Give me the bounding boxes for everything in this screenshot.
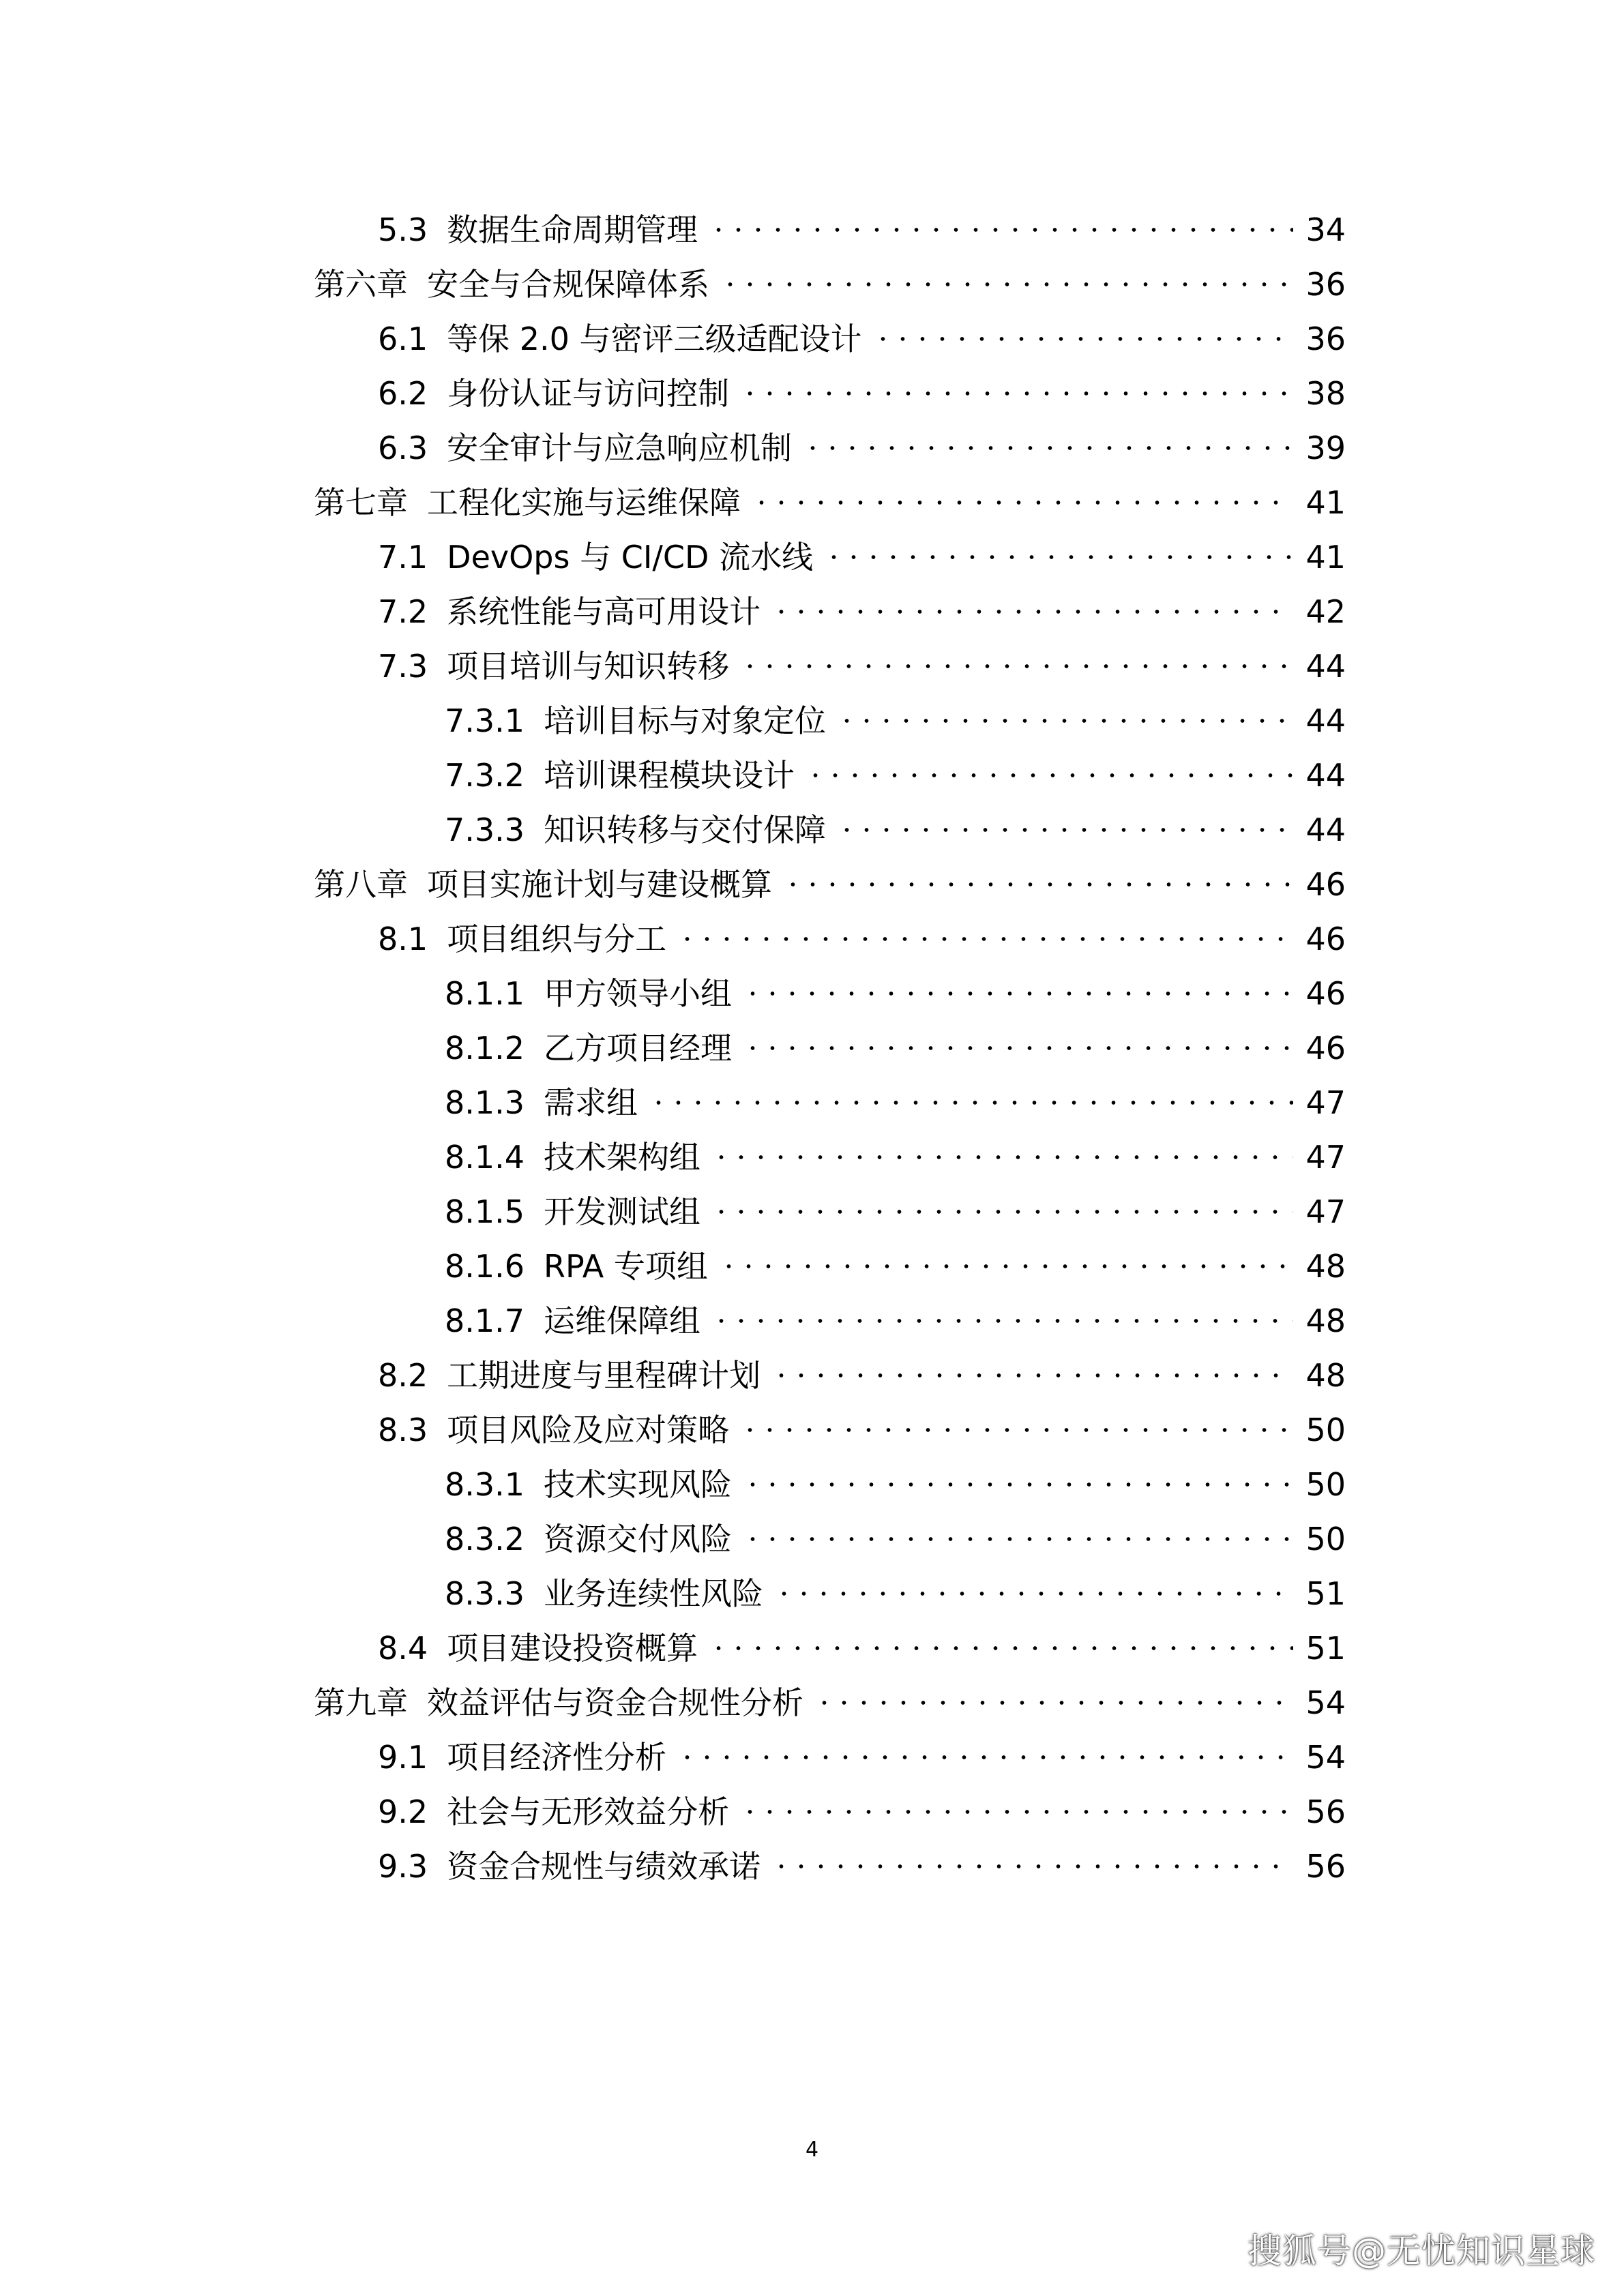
dot-leader bbox=[740, 1403, 1293, 1457]
dot-leader bbox=[806, 748, 1293, 803]
toc-entry-title: 开发测试组 bbox=[544, 1193, 701, 1230]
toc-entry-number: 8.3 bbox=[378, 1412, 428, 1448]
toc-entry-page: 50 bbox=[1305, 1466, 1346, 1503]
toc-entry-page: 44 bbox=[1305, 811, 1346, 848]
dot-leader bbox=[711, 1130, 1293, 1184]
toc-entry-number: 7.2 bbox=[378, 593, 428, 630]
dot-leader bbox=[649, 1075, 1293, 1130]
toc-entry-number: 8.1.7 bbox=[445, 1302, 525, 1339]
toc-entry-page: 34 bbox=[1305, 211, 1346, 248]
dot-leader bbox=[740, 1785, 1293, 1839]
toc-entry[interactable] bbox=[378, 1621, 1346, 1675]
toc-entry[interactable] bbox=[378, 1348, 1346, 1403]
toc-entry-title: 安全与合规保障体系 bbox=[427, 266, 709, 303]
dot-leader bbox=[740, 366, 1293, 421]
toc-entry-title: 数据生命周期管理 bbox=[447, 211, 698, 248]
toc-entry-number: 9.1 bbox=[378, 1739, 428, 1776]
toc-entry-page: 48 bbox=[1305, 1248, 1346, 1285]
dot-leader bbox=[743, 1457, 1293, 1512]
toc-entry-number: 8.1.4 bbox=[445, 1139, 525, 1176]
toc-entry-title: 资源交付风险 bbox=[544, 1521, 733, 1557]
toc-entry-number: 6.2 bbox=[378, 375, 428, 412]
toc-entry[interactable] bbox=[314, 1675, 1346, 1730]
toc-entry-page: 41 bbox=[1305, 484, 1346, 521]
toc-entry-page: 44 bbox=[1305, 648, 1346, 685]
toc-entry-number: 9.3 bbox=[378, 1848, 428, 1885]
dot-leader bbox=[709, 1621, 1293, 1675]
watermark: 搜狐号@无忧知识星球 bbox=[1247, 2231, 1595, 2271]
toc-entry-title: 培训目标与对象定位 bbox=[544, 702, 827, 739]
toc-entry-title: 技术实现风险 bbox=[544, 1466, 733, 1503]
toc-entry-page: 36 bbox=[1305, 266, 1346, 303]
toc-entry-title: 需求组 bbox=[544, 1084, 638, 1121]
dot-leader bbox=[771, 1839, 1293, 1894]
toc-entry[interactable] bbox=[378, 639, 1346, 694]
toc-entry-title: 项目风险及应对策略 bbox=[447, 1412, 730, 1448]
toc-entry[interactable] bbox=[445, 1566, 1346, 1621]
toc-entry-page: 46 bbox=[1305, 975, 1346, 1012]
toc-entry-title: 系统性能与高可用设计 bbox=[447, 593, 761, 630]
dot-leader bbox=[720, 257, 1293, 312]
toc-entry-number: 7.3.2 bbox=[445, 757, 525, 794]
dot-leader bbox=[740, 639, 1293, 694]
dot-leader bbox=[873, 312, 1294, 366]
toc-entry-number: 8.1.6 bbox=[445, 1248, 525, 1285]
toc-entry[interactable] bbox=[314, 257, 1346, 312]
toc-entry-page: 38 bbox=[1305, 375, 1346, 412]
toc-entry-title: 社会与无形效益分析 bbox=[447, 1793, 730, 1830]
toc-entry-title: 身份认证与访问控制 bbox=[447, 375, 730, 412]
toc-entry-title: 项目建设投资概算 bbox=[447, 1630, 698, 1667]
toc-entry[interactable] bbox=[445, 1075, 1346, 1130]
toc-entry-page: 54 bbox=[1305, 1739, 1346, 1776]
toc-entry-page: 44 bbox=[1305, 702, 1346, 739]
toc-entry[interactable] bbox=[378, 1403, 1346, 1457]
toc-entry-title: 效益评估与资金合规性分析 bbox=[427, 1684, 803, 1721]
toc-entry-page: 54 bbox=[1305, 1684, 1346, 1721]
toc-entry-number: 7.1 bbox=[378, 539, 428, 576]
dot-leader bbox=[709, 203, 1293, 257]
toc-entry-title: 资金合规性与绩效承诺 bbox=[447, 1848, 761, 1885]
dot-leader bbox=[837, 803, 1293, 857]
toc-entry-title: 安全审计与应急响应机制 bbox=[447, 430, 793, 466]
toc-entry-number: 6.1 bbox=[378, 320, 428, 357]
toc-entry-page: 51 bbox=[1305, 1630, 1346, 1667]
toc-entry[interactable] bbox=[378, 421, 1346, 475]
toc-entry-title: 项目经济性分析 bbox=[447, 1739, 667, 1776]
toc-entry[interactable] bbox=[378, 912, 1346, 966]
toc-entry-number: 8.1.1 bbox=[445, 975, 525, 1012]
toc-entry[interactable] bbox=[445, 748, 1346, 803]
toc-entry-number: 7.3 bbox=[378, 648, 428, 685]
dot-leader bbox=[743, 1512, 1293, 1566]
toc-entry-number: 5.3 bbox=[378, 211, 428, 248]
toc-entry-page: 36 bbox=[1305, 320, 1346, 357]
toc-entry-title: 乙方项目经理 bbox=[544, 1030, 733, 1067]
toc-entry-page: 46 bbox=[1305, 866, 1346, 903]
toc-entry[interactable] bbox=[445, 1457, 1346, 1512]
toc-entry[interactable] bbox=[445, 1184, 1346, 1239]
toc-entry-page: 50 bbox=[1305, 1521, 1346, 1557]
toc-entry-number: 8.1.5 bbox=[445, 1193, 525, 1230]
toc-entry-title: 等保 2.0 与密评三级适配设计 bbox=[447, 320, 862, 357]
dot-leader bbox=[711, 1184, 1293, 1239]
dot-leader bbox=[814, 1675, 1293, 1730]
toc-entry-title: 项目组织与分工 bbox=[447, 921, 667, 957]
toc-entry-number: 8.4 bbox=[378, 1630, 428, 1667]
toc-entry-title: 甲方领导小组 bbox=[544, 975, 733, 1012]
dot-leader bbox=[711, 1294, 1293, 1348]
dot-leader bbox=[803, 421, 1293, 475]
page-number: 4 bbox=[805, 2138, 819, 2162]
dot-leader bbox=[837, 694, 1293, 748]
dot-leader bbox=[677, 1730, 1293, 1785]
toc-entry-page: 44 bbox=[1305, 757, 1346, 794]
toc-entry-page: 56 bbox=[1305, 1848, 1346, 1885]
toc-entry-page: 41 bbox=[1305, 539, 1346, 576]
toc-entry-title: DevOps 与 CI/CD 流水线 bbox=[447, 539, 814, 576]
toc-entry-number: 8.3.1 bbox=[445, 1466, 525, 1503]
toc-entry-number: 8.2 bbox=[378, 1357, 428, 1394]
toc-entry-title: 运维保障组 bbox=[544, 1302, 701, 1339]
toc-entry-title: 工程化实施与运维保障 bbox=[427, 484, 741, 521]
dot-leader bbox=[774, 1566, 1293, 1621]
dot-leader bbox=[771, 584, 1293, 639]
toc-entry-page: 46 bbox=[1305, 921, 1346, 957]
toc-entry-number: 8.1 bbox=[378, 921, 428, 957]
toc-entry-number: 8.3.2 bbox=[445, 1521, 525, 1557]
dot-leader bbox=[752, 475, 1293, 530]
toc-entry[interactable] bbox=[378, 312, 1346, 366]
toc-entry-number: 7.3.3 bbox=[445, 811, 525, 848]
toc-entry[interactable] bbox=[378, 366, 1346, 421]
toc-entry-page: 51 bbox=[1305, 1575, 1346, 1612]
dot-leader bbox=[743, 1021, 1293, 1075]
toc-entry[interactable] bbox=[445, 1021, 1346, 1075]
toc-entry-number: 第七章 bbox=[314, 484, 408, 521]
toc-entry-title: 知识转移与交付保障 bbox=[544, 811, 827, 848]
toc-entry[interactable] bbox=[445, 1239, 1346, 1294]
toc-entry-number: 8.1.2 bbox=[445, 1030, 525, 1067]
toc-entry[interactable] bbox=[445, 1130, 1346, 1184]
toc-entry-page: 47 bbox=[1305, 1139, 1346, 1176]
toc-entry-number: 8.3.3 bbox=[445, 1575, 525, 1612]
toc-entry-page: 50 bbox=[1305, 1412, 1346, 1448]
toc-entry[interactable] bbox=[445, 803, 1346, 857]
dot-leader bbox=[719, 1239, 1294, 1294]
toc-entry-number: 第六章 bbox=[314, 266, 408, 303]
toc-entry[interactable] bbox=[445, 694, 1346, 748]
toc-entry-page: 47 bbox=[1305, 1084, 1346, 1121]
toc-entry[interactable] bbox=[445, 1512, 1346, 1566]
toc-entry-page: 48 bbox=[1305, 1357, 1346, 1394]
dot-leader bbox=[824, 530, 1293, 584]
toc-entry-number: 第八章 bbox=[314, 866, 408, 903]
toc-entry-page: 42 bbox=[1305, 593, 1346, 630]
toc-entry[interactable] bbox=[378, 1785, 1346, 1839]
toc-entry[interactable] bbox=[378, 584, 1346, 639]
toc-entry-title: 技术架构组 bbox=[544, 1139, 701, 1176]
toc-entry-title: RPA 专项组 bbox=[544, 1248, 708, 1285]
toc-entry-title: 培训课程模块设计 bbox=[544, 757, 795, 794]
toc-entry-page: 56 bbox=[1305, 1793, 1346, 1830]
dot-leader bbox=[677, 912, 1293, 966]
toc-entry-page: 47 bbox=[1305, 1193, 1346, 1230]
toc-entry-number: 9.2 bbox=[378, 1793, 428, 1830]
toc-entry[interactable] bbox=[378, 1730, 1346, 1785]
toc-entry-page: 46 bbox=[1305, 1030, 1346, 1067]
toc-entry[interactable] bbox=[445, 1294, 1346, 1348]
toc-entry-title: 项目实施计划与建设概算 bbox=[427, 866, 772, 903]
toc-entry[interactable] bbox=[445, 966, 1346, 1021]
toc-entry-page: 39 bbox=[1305, 430, 1346, 466]
toc-entry-number: 第九章 bbox=[314, 1684, 408, 1721]
toc-entry[interactable] bbox=[378, 1839, 1346, 1894]
toc-entry-number: 6.3 bbox=[378, 430, 428, 466]
toc-entry[interactable] bbox=[314, 475, 1346, 530]
toc-entry-title: 工期进度与里程碑计划 bbox=[447, 1357, 761, 1394]
toc-entry-title: 业务连续性风险 bbox=[544, 1575, 764, 1612]
toc-entry-number: 7.3.1 bbox=[445, 702, 525, 739]
toc-entry[interactable] bbox=[378, 203, 1346, 257]
toc-entry[interactable] bbox=[378, 530, 1346, 584]
toc-entry-title: 项目培训与知识转移 bbox=[447, 648, 730, 685]
toc-entry[interactable] bbox=[314, 857, 1346, 912]
dot-leader bbox=[771, 1348, 1293, 1403]
dot-leader bbox=[783, 857, 1293, 912]
toc-entry-page: 48 bbox=[1305, 1302, 1346, 1339]
dot-leader bbox=[743, 966, 1293, 1021]
toc-entry-number: 8.1.3 bbox=[445, 1084, 525, 1121]
